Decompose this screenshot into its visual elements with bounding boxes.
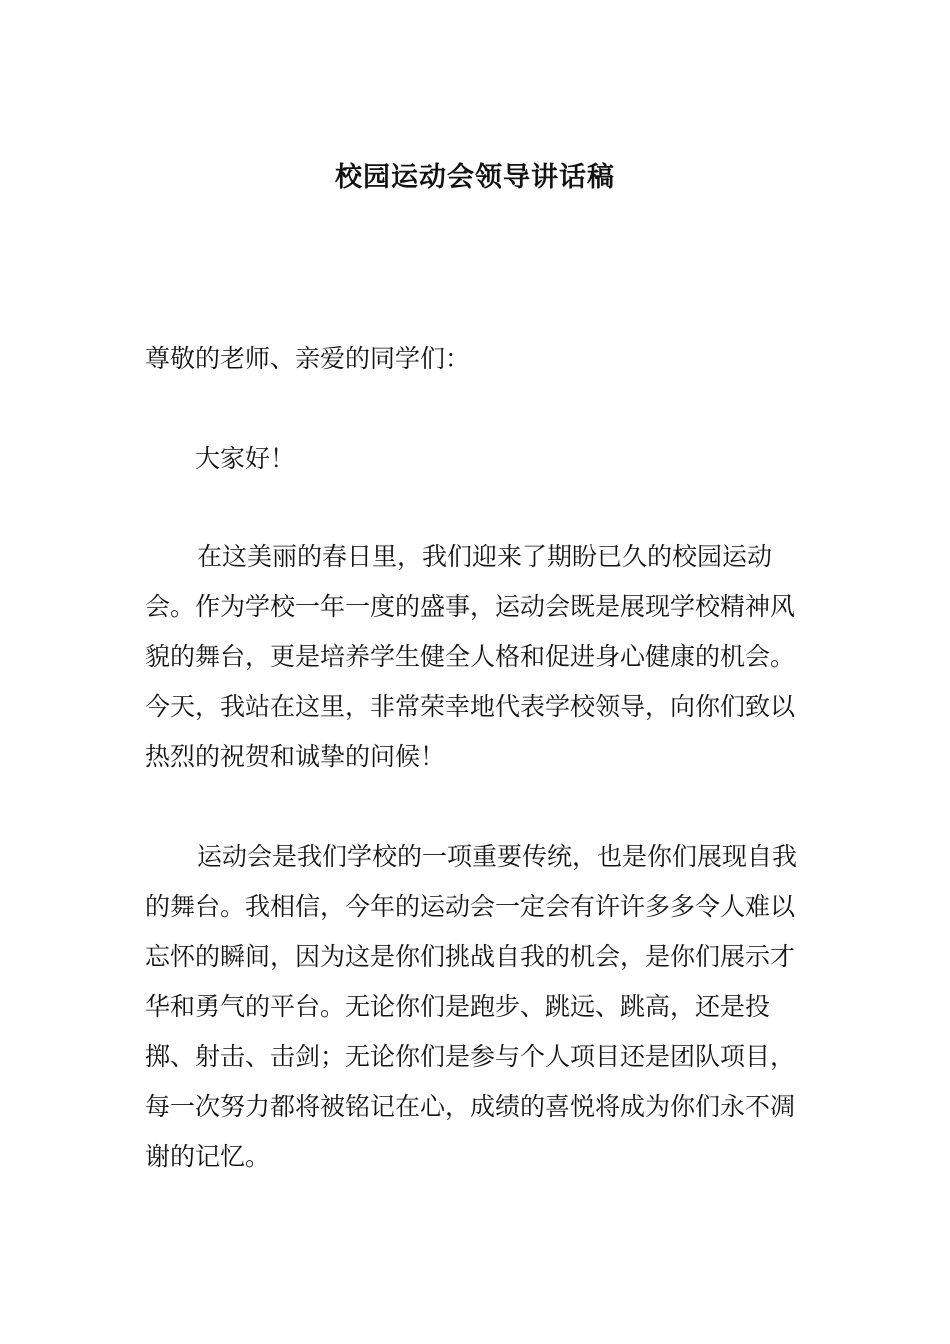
- document-title: 校园运动会领导讲话稿: [335, 162, 615, 193]
- paragraph: 运动会是我们学校的一项重要传统，也是你们展现自我的舞台。我相信，今年的运动会一定会有许许多多令人难以忘怀的瞬间，因为这是你们挑战自我的机会，是你们展示才华和勇气的平台。无论你们是跑步、跳远、跳高，还是投掷、射击、击剑；无论你们是参与个人项目还是团队项目，每一次努力都将被铭记在心，成绩的喜悦将成为你们永不凋谢的记忆。: [145, 842, 798, 1171]
- salutation: 尊敬的老师、亲爱的同学们：: [145, 344, 471, 373]
- greeting: 大家好！: [195, 444, 296, 473]
- paragraph: 在这美丽的春日里，我们迎来了期盼已久的校园运动会。作为学校一年一度的盛事，运动会既是展现学校精神风貌的舞台，更是培养学生健全人格和促进身心健康的机会。今天，我站在这里，非常荣幸地代表学校领导，向你们致以热烈的祝贺和诚挚的问候！: [145, 542, 796, 771]
